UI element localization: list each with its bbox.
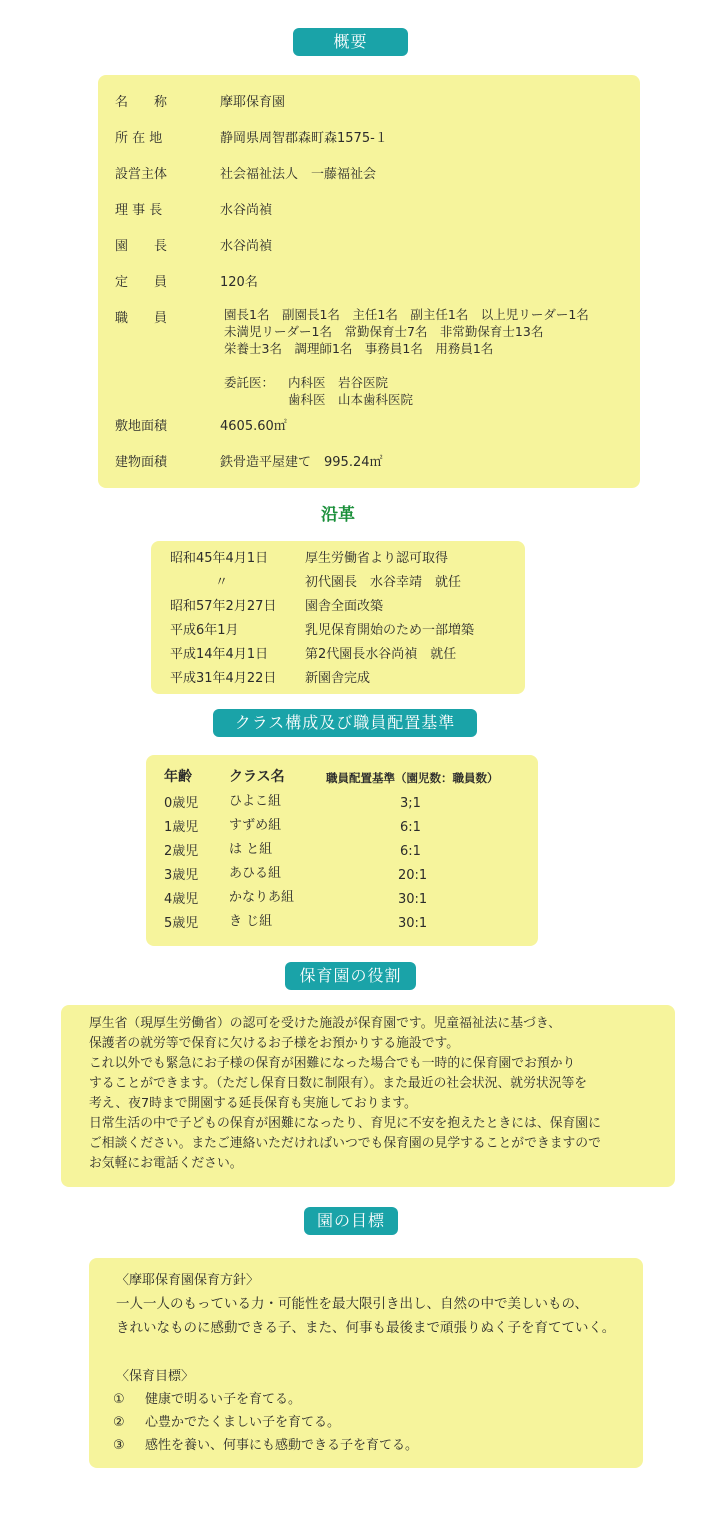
role-text-line: 厚生省（現厚生労働省）の認可を受けた施設が保育園です。児童福祉法に基づき、 bbox=[89, 1016, 561, 1031]
overview-staff-line: 園長1名 副園長1名 主任1名 副主任1名 以上児リーダー1名 bbox=[224, 307, 589, 322]
overview-label-chairman: 理 事 長 bbox=[115, 203, 163, 218]
role-text-line: お気軽にお電話ください。 bbox=[89, 1156, 243, 1171]
classes-title-badge: クラス構成及び職員配置基準 bbox=[213, 709, 477, 737]
classes-header-age: 年齢 bbox=[164, 769, 192, 785]
overview-value-director: 水谷尚禎 bbox=[220, 239, 273, 254]
overview-value-chairman: 水谷尚禎 bbox=[220, 203, 273, 218]
classes-row-ratio: 6:1 bbox=[400, 844, 421, 859]
classes-row-ratio: 3;1 bbox=[400, 796, 421, 811]
role-text-line: することができます。（ただし保育日数に制限有）。また最近の社会状況、就労状況等を bbox=[89, 1076, 588, 1091]
classes-row-age: 4歳児 bbox=[164, 892, 199, 907]
classes-row-ratio: 30:1 bbox=[398, 892, 428, 907]
classes-row-age: 3歳児 bbox=[164, 868, 199, 883]
history-date: 昭和57年2月27日 bbox=[170, 599, 277, 614]
goals-objectives-heading: 〈保育目標〉 bbox=[116, 1369, 195, 1384]
history-event: 乳児保育開始のため一部増築 bbox=[305, 623, 475, 638]
overview-doctor-label: 委託医： bbox=[224, 375, 275, 390]
history-date: 平成14年4月1日 bbox=[170, 647, 269, 662]
goals-objective-num: ② bbox=[113, 1415, 125, 1430]
overview-title-badge: 概要 bbox=[293, 28, 408, 56]
overview-staff-line: 栄養士3名 調理師1名 事務員1名 用務員1名 bbox=[224, 341, 494, 356]
overview-value-capacity: 120名 bbox=[220, 275, 258, 290]
classes-row-age: 5歳児 bbox=[164, 916, 199, 931]
history-date: 昭和45年4月1日 bbox=[170, 551, 269, 566]
overview-label-staff: 職 員 bbox=[115, 311, 168, 326]
overview-value-operator: 社会福祉法人 一藤福祉会 bbox=[220, 167, 377, 182]
classes-row-class: かなりあ組 bbox=[229, 890, 295, 905]
role-panel bbox=[61, 1005, 675, 1187]
overview-label-name: 名 称 bbox=[115, 95, 168, 110]
overview-value-site-area: 4605.60㎡ bbox=[220, 419, 287, 434]
history-event: 厚生労働省より認可取得 bbox=[305, 551, 449, 566]
goals-policy-line: 一人一人のもっている力・可能性を最大限引き出し、自然の中で美しいもの、 bbox=[116, 1296, 588, 1312]
role-text-line: 日常生活の中で子どもの保育が困難になったり、育児に不安を抱えたときには、保育園に bbox=[89, 1116, 601, 1131]
classes-header-ratio: 職員配置基準（園児数：職員数） bbox=[326, 771, 499, 785]
overview-panel bbox=[98, 75, 640, 488]
classes-row-age: 0歳児 bbox=[164, 796, 199, 811]
history-event: 新園舎完成 bbox=[305, 671, 371, 686]
classes-row-ratio: 6:1 bbox=[400, 820, 421, 835]
role-text-line: 考え、夜7時まで開園する延長保育も実施しております。 bbox=[89, 1096, 417, 1111]
goals-title-badge: 園の目標 bbox=[304, 1207, 398, 1235]
overview-staff-line: 未満児リーダー1名 常勤保育士7名 非常勤保育士13名 bbox=[224, 324, 544, 339]
role-text-line: ご相談ください。またご連絡いただければいつでも保育園の見学することができますので bbox=[89, 1136, 601, 1151]
classes-row-class: は と組 bbox=[229, 842, 273, 857]
overview-doctor-dental: 歯科医 山本歯科医院 bbox=[288, 392, 414, 407]
overview-label-site-area: 敷地面積 bbox=[115, 419, 168, 434]
classes-row-age: 2歳児 bbox=[164, 844, 199, 859]
classes-row-ratio: 20:1 bbox=[398, 868, 428, 883]
history-event: 初代園長 水谷幸靖 就任 bbox=[305, 575, 462, 590]
goals-objective-num: ③ bbox=[113, 1438, 125, 1453]
role-title-badge: 保育園の役割 bbox=[285, 962, 416, 990]
goals-policy-line: きれいなものに感動できる子、また、何事も最後まで頑張りぬく子を育てていく。 bbox=[116, 1320, 616, 1336]
overview-label-operator: 設営主体 bbox=[115, 167, 168, 182]
overview-value-address: 静岡県周智郡森町森1575-１ bbox=[220, 131, 388, 146]
classes-panel bbox=[146, 755, 538, 946]
role-text-line: 保護者の就労等で保育に欠けるお子様をお預かりする施設です。 bbox=[89, 1036, 460, 1051]
overview-label-capacity: 定 員 bbox=[115, 275, 168, 290]
history-date: 平成31年4月22日 bbox=[170, 671, 277, 686]
classes-row-class: ひよこ組 bbox=[229, 794, 282, 809]
goals-objective-text: 感性を養い、何事にも感動できる子を育てる。 bbox=[145, 1438, 419, 1453]
goals-objective-text: 健康で明るい子を育てる。 bbox=[145, 1392, 302, 1407]
overview-value-name: 摩耶保育園 bbox=[220, 95, 286, 110]
history-panel bbox=[151, 541, 525, 694]
overview-doctor-internal: 内科医 岩谷医院 bbox=[288, 375, 389, 390]
classes-row-class: すずめ組 bbox=[229, 818, 282, 833]
history-title: 沿革 bbox=[321, 505, 355, 525]
goals-panel bbox=[89, 1258, 643, 1468]
classes-row-age: 1歳児 bbox=[164, 820, 199, 835]
history-date: 〃 bbox=[215, 575, 229, 590]
overview-value-building-area: 鉄骨造平屋建て 995.24㎡ bbox=[220, 455, 383, 470]
goals-policy-heading: 〈摩耶保育園保育方針〉 bbox=[116, 1273, 260, 1288]
history-event: 園舎全面改築 bbox=[305, 599, 384, 614]
overview-label-address: 所 在 地 bbox=[115, 131, 163, 146]
history-date: 平成6年1月 bbox=[170, 623, 239, 638]
history-event: 第2代園長水谷尚禎 就任 bbox=[305, 647, 457, 662]
classes-row-ratio: 30:1 bbox=[398, 916, 428, 931]
overview-label-building-area: 建物面積 bbox=[115, 455, 168, 470]
classes-row-class: あひる組 bbox=[229, 866, 282, 881]
classes-header-class: クラス名 bbox=[229, 769, 285, 785]
overview-label-director: 園 長 bbox=[115, 239, 168, 254]
classes-row-class: き じ組 bbox=[229, 914, 273, 929]
goals-objective-text: 心豊かでたくましい子を育てる。 bbox=[145, 1415, 341, 1430]
role-text-line: これ以外でも緊急にお子様の保育が困難になった場合でも一時的に保育園でお預かり bbox=[89, 1056, 576, 1071]
goals-objective-num: ① bbox=[113, 1392, 125, 1407]
